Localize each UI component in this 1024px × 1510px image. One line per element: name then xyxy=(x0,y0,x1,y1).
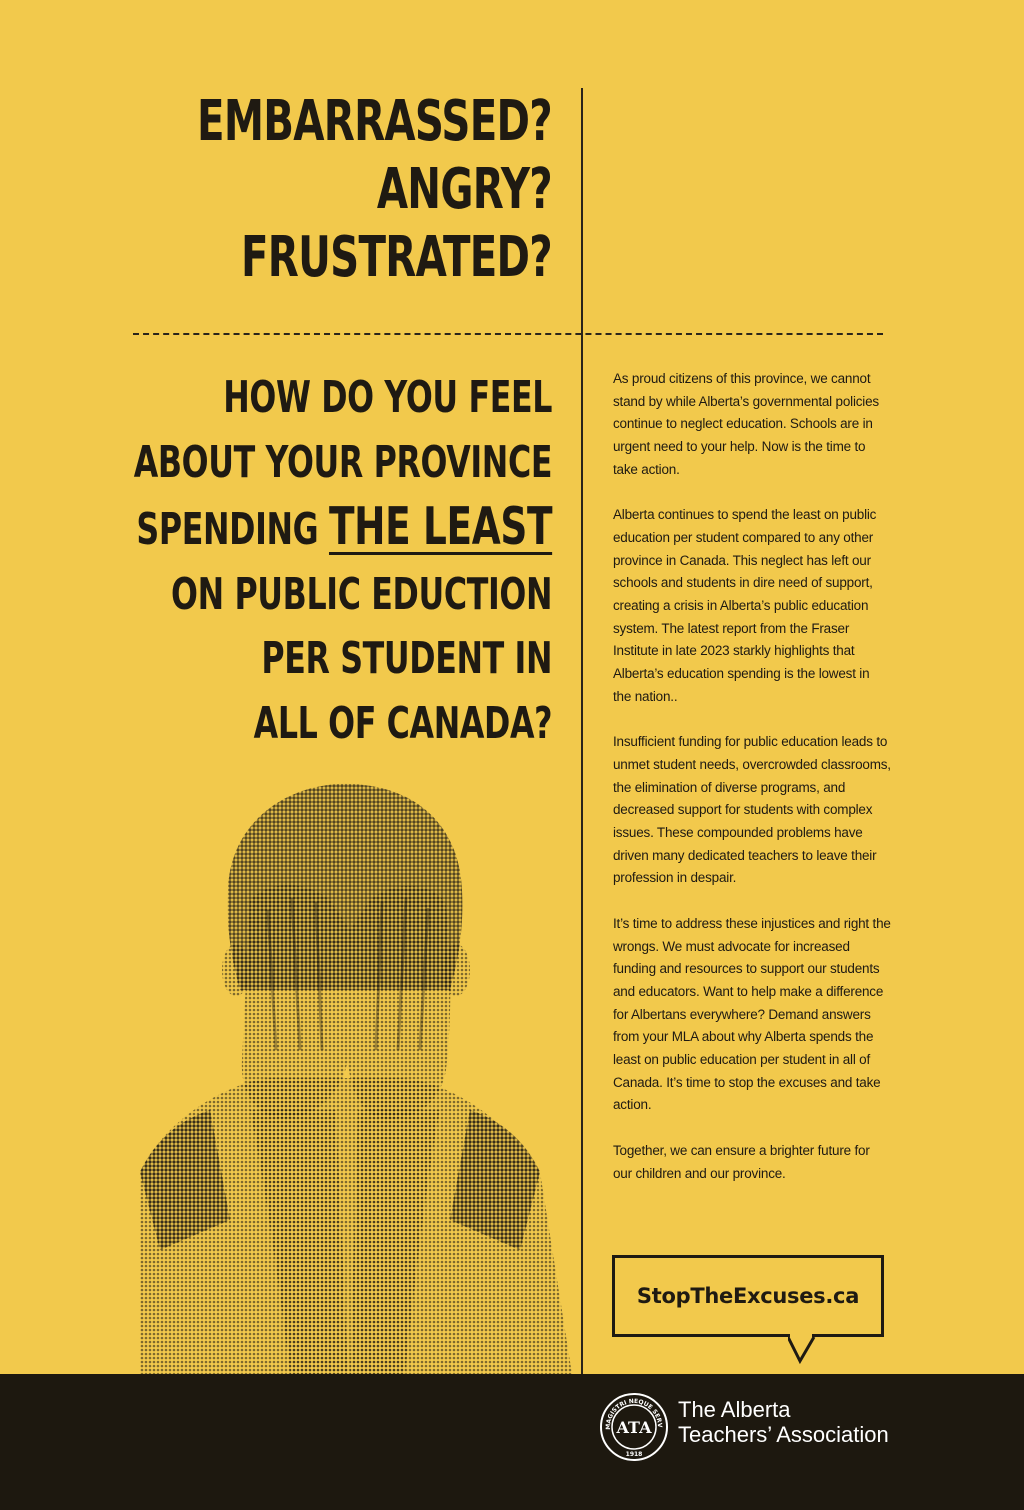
question-line-3-prefix: SPENDING xyxy=(136,504,329,555)
svg-text:MAGISTRI NEQUE SERVI: MAGISTRI NEQUE SERV xyxy=(604,1397,664,1430)
vertical-divider xyxy=(581,88,583,1374)
body-paragraph-3: Insufficient funding for public education leads to unmet student needs, overcrowded classrooms, the elimination of diverse programs, and decreased support for students with complex issues. These compounded problems have driven many dedicated teachers to leave their profession in despair. xyxy=(613,734,891,886)
headline-line-2: ANGRY? xyxy=(376,157,552,222)
body-paragraph-5: Together, we can ensure a brighter future for our children and our province. xyxy=(613,1142,870,1181)
question-line-2: ABOUT YOUR PROVINCE xyxy=(133,436,552,488)
organization-name xyxy=(678,1397,889,1447)
org-name-line-1: The Alberta xyxy=(678,1397,791,1422)
headline xyxy=(197,88,552,292)
svg-text:1918: 1918 xyxy=(625,1451,643,1458)
headline-line-3: FRUSTRATED? xyxy=(241,225,553,290)
child-covering-face-image xyxy=(100,780,572,1374)
question-line-4: ON PUBLIC EDUCTION xyxy=(170,568,552,620)
speech-bubble-tail xyxy=(788,1334,828,1364)
body-paragraph-2: Alberta continues to spend the least on public education per student compared to any other province in Canada. This neglect has left our schools and students in dire need of support, creating a crisis in Alberta’s public education system. The latest report from the Fraser Institute in late 2023 starkly highlights that Alberta’s education spending is the lowest in the nation.. xyxy=(613,507,877,704)
website-callout[interactable] xyxy=(612,1255,884,1337)
question-line-3 xyxy=(134,495,552,563)
emphasis-the-least: THE LEAST xyxy=(328,497,552,557)
question-line-5: PER STUDENT IN xyxy=(261,633,552,684)
body-copy xyxy=(613,368,891,1208)
svg-text:ATA: ATA xyxy=(616,1418,652,1437)
question-line-1: HOW DO YOU FEEL xyxy=(223,372,552,423)
website-link[interactable]: StopTheExcuses.ca xyxy=(636,1284,860,1308)
body-paragraph-4: It’s time to address these injustices and right the wrongs. We must advocate for increased funding and resources to support our students and educators. Want to help make a difference for Albertans everywhere? Demand answers from your MLA about why Alberta spends the least on public education per student in all of Canada. It’s time to stop the excuses and take action. xyxy=(613,915,891,1113)
org-name-line-2: Teachers’ Association xyxy=(678,1422,889,1447)
headline-line-1: EMBARRASSED? xyxy=(197,89,552,154)
question-block xyxy=(134,366,552,756)
ata-seal-logo xyxy=(598,1391,670,1463)
body-paragraph-1: As proud citizens of this province, we cannot stand by while Alberta’s governmental policies continue to neglect education. Schools are in urgent need to your help. Now is the time to take action. xyxy=(613,371,879,477)
dashed-divider xyxy=(133,333,883,335)
question-line-6: ALL OF CANADA? xyxy=(253,697,552,749)
